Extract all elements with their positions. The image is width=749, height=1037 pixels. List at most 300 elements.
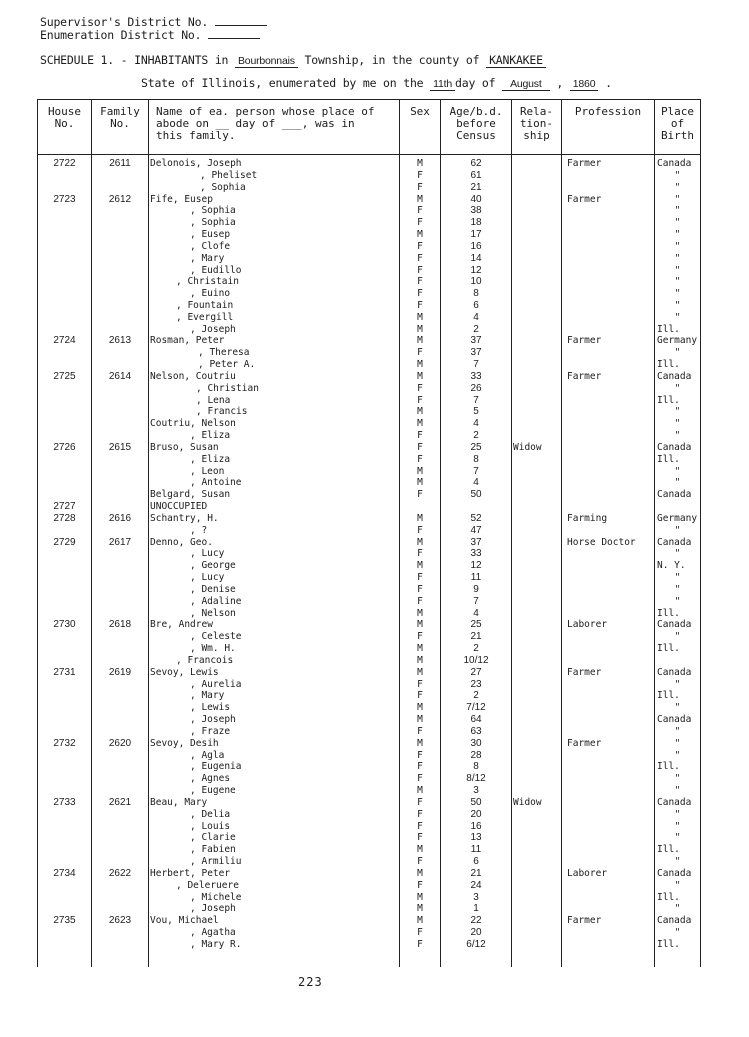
state-text: State of Illinois, enumerated by me on the: [141, 76, 424, 90]
column-rule-relation-profession: [561, 99, 562, 967]
house-number: 2724: [53, 335, 76, 347]
birthplace-value: ": [674, 749, 681, 761]
column-header-place-of-birth: Place of Birth: [660, 105, 695, 142]
profession-value: Farmer: [567, 335, 602, 347]
person-name: , Eugenia: [190, 761, 242, 773]
sex-value: M: [417, 666, 423, 678]
person-name: , Lewis: [190, 702, 231, 714]
person-name: , ?: [190, 524, 208, 536]
age-value: 17: [470, 229, 482, 240]
person-name: , George: [190, 560, 236, 572]
house-number: 2729: [53, 536, 76, 548]
age-value: 2: [473, 323, 479, 335]
sex-value: F: [417, 453, 423, 465]
birthplace-value: ": [674, 229, 681, 240]
birthplace-value: Canada: [657, 158, 692, 169]
birthplace-value: ": [674, 193, 681, 205]
person-name: Coutriu, Nelson: [150, 418, 236, 430]
birthplace-value: ": [674, 347, 681, 359]
person-name: , Christian: [196, 382, 259, 394]
person-name: Rosman, Peter: [150, 335, 225, 347]
column-rule-left: [37, 99, 38, 967]
birthplace-value: ": [674, 595, 681, 607]
birthplace-value: ": [674, 773, 681, 785]
age-value: 8: [473, 453, 479, 465]
age-value: 6/12: [466, 938, 486, 950]
birthplace-value: ": [674, 252, 681, 264]
sex-value: F: [417, 169, 423, 181]
sex-value: M: [417, 359, 423, 371]
age-value: 22: [470, 915, 482, 927]
age-value: 7: [473, 595, 479, 607]
sex-value: M: [417, 737, 423, 749]
profession-value: Laborer: [567, 619, 608, 631]
person-name: , Agnes: [190, 773, 231, 785]
supervisor-district-blank: [215, 15, 267, 26]
age-value: 33: [470, 548, 482, 560]
house-number: 2735: [53, 915, 76, 927]
person-name: , Mary: [190, 252, 225, 264]
birthplace-value: ": [674, 856, 681, 867]
house-number: 2734: [53, 867, 76, 879]
person-name: , Mary: [190, 690, 225, 702]
person-name: , Joseph: [190, 714, 236, 725]
birthplace-value: ": [674, 702, 681, 714]
sex-value: F: [417, 583, 423, 595]
age-value: 6: [473, 856, 479, 867]
birthplace-value: Ill.: [657, 453, 680, 465]
family-number: 2616: [108, 512, 132, 524]
family-number: 2611: [109, 158, 131, 169]
sex-value: F: [417, 938, 423, 950]
sex-value: M: [417, 465, 423, 477]
birthplace-value: ": [674, 217, 681, 229]
sex-value: F: [417, 524, 423, 536]
person-name: , Leon: [190, 465, 225, 477]
person-name: , Christain: [176, 276, 239, 288]
sex-value: M: [417, 844, 423, 856]
birthplace-value: Ill.: [657, 607, 680, 619]
family-number: 2621: [108, 796, 132, 808]
profession-value: Farmer: [567, 158, 602, 169]
profession-value: Farmer: [567, 193, 602, 205]
birthplace-value: ": [674, 477, 681, 489]
age-value: 33: [470, 370, 482, 382]
birthplace-value: Ill.: [657, 844, 680, 856]
sex-value: F: [417, 879, 423, 891]
birthplace-value: ": [674, 300, 681, 311]
column-header-relationship: Rela- tion- ship: [519, 105, 554, 142]
column-rule-house-family: [91, 99, 92, 967]
sex-value: F: [417, 382, 423, 394]
age-value: 4: [473, 477, 479, 489]
profession-value: Farmer: [567, 666, 602, 678]
birthplace-value: N. Y.: [657, 560, 686, 572]
age-value: 10/12: [463, 654, 489, 666]
age-value: 23: [470, 678, 482, 690]
person-name: , Peter A.: [198, 359, 256, 371]
age-value: 18: [470, 217, 482, 229]
sex-value: F: [417, 430, 423, 442]
person-name: , Fraze: [190, 725, 231, 737]
person-name: , Sophia: [190, 205, 236, 217]
sex-value: M: [417, 607, 423, 619]
sex-value: M: [417, 335, 423, 347]
person-name: , Eusep: [190, 229, 231, 240]
header-bottom-rule: [37, 154, 701, 155]
sex-value: F: [417, 856, 423, 867]
table-top-rule: [37, 99, 701, 100]
age-value: 63: [470, 725, 482, 737]
person-name: , Nelson: [190, 607, 236, 619]
profession-value: Farmer: [567, 915, 602, 927]
profession-value: Laborer: [567, 867, 608, 879]
family-number: 2618: [108, 619, 132, 631]
birthplace-value: Canada: [657, 370, 692, 382]
person-name: Beau, Mary: [150, 796, 208, 808]
house-number: 2723: [53, 193, 76, 205]
house-number: 2722: [53, 158, 76, 169]
sex-value: M: [417, 406, 423, 418]
birthplace-value: ": [674, 927, 681, 938]
age-value: 2: [473, 643, 479, 654]
birthplace-value: ": [674, 808, 681, 820]
birthplace-value: ": [674, 572, 681, 583]
person-name: , Agatha: [190, 927, 236, 938]
person-name: , Sophia: [200, 181, 246, 193]
enumeration-year: 1860: [570, 78, 599, 91]
age-value: 10: [470, 276, 482, 288]
person-name: , Fabien: [190, 844, 236, 856]
person-name: , Eliza: [190, 453, 231, 465]
sex-value: M: [417, 903, 423, 915]
birthplace-value: ": [674, 820, 681, 832]
birthplace-value: ": [674, 465, 681, 477]
age-value: 25: [470, 441, 482, 453]
birthplace-value: Canada: [657, 441, 692, 453]
birthplace-value: ": [674, 181, 681, 193]
family-number: 2617: [108, 536, 132, 548]
person-name: , Clofe: [190, 240, 231, 252]
sex-value: F: [417, 749, 423, 761]
sex-value: F: [417, 832, 423, 844]
person-name: , Armiliu: [190, 856, 242, 867]
comma: ,: [556, 76, 564, 90]
family-number: 2615: [108, 441, 132, 453]
birthplace-value: Ill.: [657, 359, 680, 371]
column-rule-family-name: [148, 99, 149, 967]
birthplace-value: ": [674, 631, 681, 643]
township-suffix: Township, in the county of: [304, 53, 480, 67]
sex-value: M: [417, 418, 423, 430]
supervisor-district-line: [40, 15, 267, 29]
age-value: 8: [473, 761, 479, 773]
column-rule-right: [700, 99, 701, 967]
person-name: Denno, Geo.: [150, 536, 213, 548]
sex-value: F: [417, 288, 423, 300]
schedule-line: [40, 53, 546, 67]
birthplace-value: ": [674, 785, 681, 796]
person-name: , Francois: [176, 654, 234, 666]
age-value: 37: [470, 335, 482, 347]
period: .: [605, 76, 612, 90]
birthplace-value: ": [674, 382, 681, 394]
house-number: 2730: [53, 619, 76, 631]
sex-value: F: [417, 820, 423, 832]
person-name: , Aurelia: [190, 678, 242, 690]
age-value: 20: [470, 808, 482, 820]
birthplace-value: Germany: [657, 335, 698, 347]
person-name: , Pheliset: [200, 169, 258, 181]
person-name: , Clarie: [190, 832, 236, 844]
sex-value: F: [417, 808, 423, 820]
sex-value: M: [417, 915, 423, 927]
age-value: 11: [470, 572, 482, 583]
person-name: , Lucy: [190, 572, 225, 583]
sex-value: F: [417, 489, 423, 501]
person-name: , Deleruere: [176, 879, 239, 891]
birthplace-value: Canada: [657, 536, 692, 548]
sex-value: M: [417, 867, 423, 879]
birthplace-value: ": [674, 583, 681, 595]
age-value: 6: [473, 300, 479, 311]
sex-value: M: [417, 891, 423, 903]
column-rule-age-relation: [511, 99, 512, 967]
house-number: 2731: [53, 666, 76, 678]
person-name: , Wm. H.: [190, 643, 236, 654]
column-header-house: House No.: [47, 105, 82, 130]
house-number: 2726: [53, 441, 76, 453]
profession-value: Horse Doctor: [567, 536, 636, 548]
age-value: 3: [473, 785, 479, 796]
birthplace-value: ": [674, 240, 681, 252]
house-number: 2725: [53, 370, 76, 382]
person-name: , Eliza: [190, 430, 231, 442]
birthplace-value: Ill.: [657, 690, 680, 702]
sex-value: M: [417, 654, 423, 666]
age-value: 25: [470, 619, 482, 631]
person-name: Sevoy, Desih: [150, 737, 219, 749]
family-number: 2623: [108, 915, 132, 927]
person-name: , Delia: [190, 808, 231, 820]
sex-value: M: [417, 560, 423, 572]
birthplace-value: Canada: [657, 619, 692, 631]
sex-value: F: [417, 761, 423, 773]
sex-value: F: [417, 205, 423, 217]
sex-value: M: [417, 643, 423, 654]
person-name: , Louis: [190, 820, 231, 832]
age-value: 21: [470, 631, 482, 643]
house-number: 2732: [53, 737, 76, 749]
person-name: , Lena: [196, 394, 231, 406]
relationship-value: Widow: [513, 441, 542, 453]
enumeration-district-label: Enumeration District No.: [40, 28, 202, 42]
age-value: 8/12: [466, 773, 486, 785]
birthplace-value: ": [674, 903, 681, 915]
relationship-value: Widow: [513, 796, 542, 808]
age-value: 9: [473, 583, 479, 595]
person-name: , Eugene: [190, 785, 236, 796]
sex-value: M: [417, 702, 423, 714]
sex-value: F: [417, 773, 423, 785]
birthplace-value: ": [674, 430, 681, 442]
column-header-profession: Profession: [574, 105, 642, 118]
person-name: Vou, Michael: [150, 915, 219, 927]
schedule-text: SCHEDULE 1. - INHABITANTS in: [40, 53, 229, 67]
birthplace-value: ": [674, 406, 681, 418]
person-name: Sevoy, Lewis: [150, 666, 219, 678]
age-value: 50: [470, 796, 482, 808]
age-value: 7/12: [466, 702, 486, 714]
person-name: , Celeste: [190, 631, 242, 643]
age-value: 50: [470, 489, 482, 501]
sex-value: M: [417, 477, 423, 489]
enumeration-district-line: [40, 28, 260, 42]
person-name: , Joseph: [190, 323, 236, 335]
sex-value: F: [417, 678, 423, 690]
sex-value: F: [417, 264, 423, 276]
person-name: , Euino: [190, 288, 231, 300]
age-value: 4: [473, 418, 479, 430]
age-value: 24: [470, 879, 482, 891]
person-name: Belgard, Susan: [150, 489, 231, 501]
person-name: Bruso, Susan: [150, 441, 219, 453]
age-value: 1: [473, 903, 479, 915]
age-value: 16: [470, 820, 482, 832]
age-value: 30: [470, 737, 482, 749]
state-line: [141, 76, 612, 90]
column-header-name: Name of ea. person whose place of abode on __ day of ___, was in this family.: [156, 105, 375, 142]
age-value: 2: [473, 690, 479, 702]
birthplace-value: Canada: [657, 796, 692, 808]
age-value: 4: [473, 311, 479, 323]
supervisor-district-label: Supervisor's District No.: [40, 15, 209, 29]
enumeration-day: 11th: [430, 78, 455, 91]
birthplace-value: ": [674, 288, 681, 300]
sex-value: F: [417, 796, 423, 808]
sex-value: F: [417, 347, 423, 359]
page-number: 223: [298, 975, 323, 989]
age-value: 40: [470, 193, 482, 205]
sex-value: F: [417, 595, 423, 607]
age-value: 37: [470, 536, 482, 548]
person-name: , Joseph: [190, 903, 236, 915]
column-header-family: Family No.: [100, 105, 140, 130]
birthplace-value: ": [674, 205, 681, 217]
age-value: 38: [470, 205, 482, 217]
sex-value: F: [417, 441, 423, 453]
person-name: Fife, Eusep: [150, 193, 213, 205]
birthplace-value: Ill.: [657, 891, 680, 903]
sex-value: F: [417, 572, 423, 583]
person-name: , Lucy: [190, 548, 225, 560]
township-name: Bourbonnais: [235, 55, 298, 68]
birthplace-value: Ill.: [657, 938, 680, 950]
birthplace-value: ": [674, 548, 681, 560]
age-value: 20: [470, 927, 482, 938]
profession-value: Farmer: [567, 370, 602, 382]
birthplace-value: Canada: [657, 714, 692, 725]
person-name: , Eudillo: [190, 264, 242, 276]
sex-value: F: [417, 300, 423, 311]
sex-value: F: [417, 240, 423, 252]
age-value: 4: [473, 607, 479, 619]
age-value: 8: [473, 288, 479, 300]
birthplace-value: Ill.: [657, 643, 680, 654]
age-value: 64: [470, 714, 482, 725]
person-name: , Fountain: [176, 300, 234, 311]
person-name: , Evergill: [176, 311, 234, 323]
age-value: 28: [470, 749, 482, 761]
person-name: , Theresa: [198, 347, 250, 359]
profession-value: Farmer: [567, 737, 602, 749]
age-value: 62: [470, 158, 482, 169]
person-name: , Adaline: [190, 595, 242, 607]
person-name: , Michele: [190, 891, 242, 903]
sex-value: F: [417, 252, 423, 264]
family-number: 2620: [108, 737, 132, 749]
house-number: 2727: [53, 501, 76, 513]
birthplace-value: ": [674, 276, 681, 288]
county-name: KANKAKEE: [486, 53, 546, 68]
person-name: , Agla: [190, 749, 225, 761]
age-value: 7: [473, 394, 479, 406]
person-name: , Mary R.: [190, 938, 242, 950]
profession-value: Farming: [567, 512, 608, 524]
person-name: , Denise: [190, 583, 236, 595]
sex-value: M: [417, 512, 423, 524]
birthplace-value: ": [674, 264, 681, 276]
family-number: 2613: [108, 335, 132, 347]
age-value: 21: [470, 181, 482, 193]
age-value: 3: [473, 891, 479, 903]
sex-value: F: [417, 394, 423, 406]
age-value: 7: [473, 359, 479, 371]
age-value: 47: [470, 524, 482, 536]
birthplace-value: ": [674, 524, 681, 536]
birthplace-value: Germany: [657, 512, 698, 524]
sex-value: M: [417, 536, 423, 548]
sex-value: M: [417, 785, 423, 796]
age-value: 2: [473, 430, 479, 442]
sex-value: F: [417, 548, 423, 560]
sex-value: M: [417, 714, 423, 725]
birthplace-value: Canada: [657, 915, 692, 927]
age-value: 12: [470, 264, 482, 276]
person-name: Nelson, Coutriu: [150, 370, 236, 382]
birthplace-value: Canada: [657, 489, 692, 501]
birthplace-value: ": [674, 737, 681, 749]
sex-value: F: [417, 690, 423, 702]
birthplace-value: ": [674, 418, 681, 430]
family-number: 2612: [108, 193, 132, 205]
age-value: 52: [470, 512, 482, 524]
person-name: Herbert, Peter: [150, 867, 231, 879]
age-value: 61: [470, 169, 482, 181]
family-number: 2614: [108, 370, 132, 382]
person-name: , Francis: [196, 406, 248, 418]
sex-value: F: [417, 631, 423, 643]
birthplace-value: ": [674, 169, 681, 181]
age-value: 12: [470, 560, 482, 572]
enumeration-month: August: [502, 78, 550, 91]
birthplace-value: ": [674, 678, 681, 690]
birthplace-value: Canada: [657, 666, 692, 678]
age-value: 14: [470, 252, 482, 264]
person-name: Schantry, H.: [150, 512, 219, 524]
sex-value: M: [417, 193, 423, 205]
sex-value: F: [417, 276, 423, 288]
